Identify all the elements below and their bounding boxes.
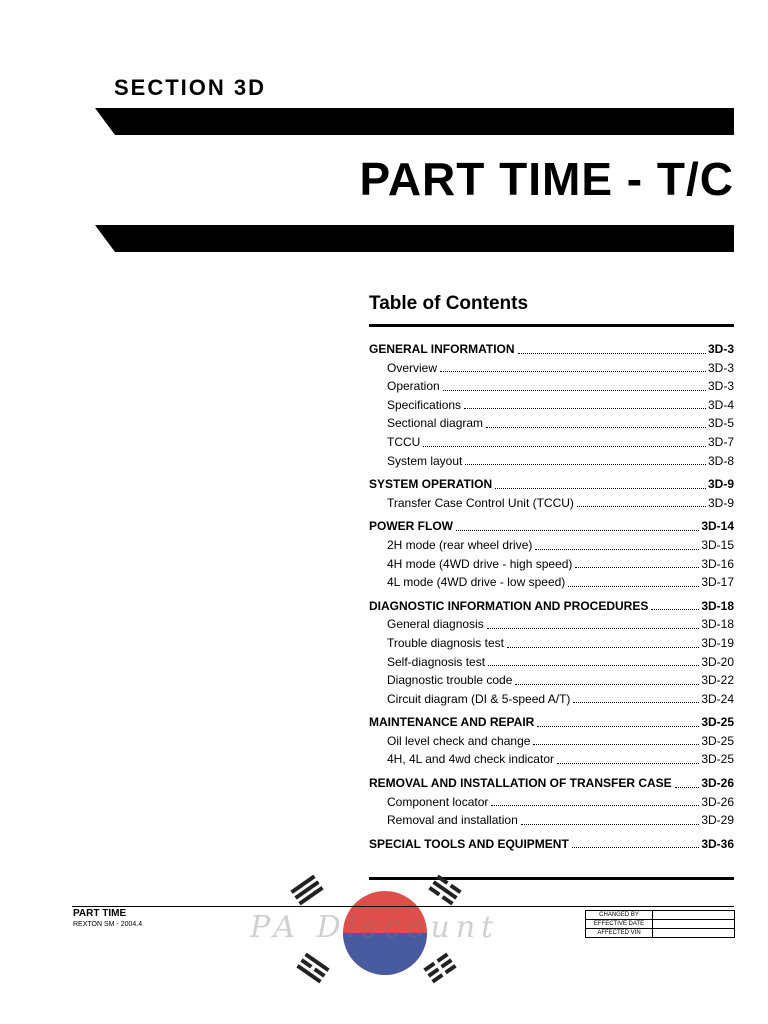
toc-section-entry <box>369 774 734 793</box>
toc-entry-page: 3D-25 <box>701 733 734 748</box>
header-band-top <box>95 108 734 135</box>
toc-entry-page: 3D-9 <box>707 495 734 510</box>
toc-entry-label: Circuit diagram (DI & 5-speed A/T) <box>387 691 571 706</box>
toc-leader-dots <box>495 488 706 489</box>
toc-subsection-entry <box>369 732 734 751</box>
toc-entry-label: DIAGNOSTIC INFORMATION AND PROCEDURES <box>369 598 649 613</box>
toc-entry-label: Specifications <box>387 397 462 412</box>
toc-leader-dots <box>533 744 699 745</box>
toc-entry-label: Component locator <box>387 794 489 809</box>
toc-entry-label: POWER FLOW <box>369 519 453 534</box>
toc-entry-label: System layout <box>387 453 463 468</box>
toc-subsection-entry <box>369 396 734 415</box>
toc-subsection-entry <box>369 750 734 769</box>
changed-by-value <box>653 911 735 920</box>
toc-entry-page: 3D-25 <box>701 752 734 767</box>
toc-leader-dots <box>515 684 699 685</box>
toc-leader-dots <box>518 353 706 354</box>
toc-leader-dots <box>537 726 699 727</box>
toc-subsection-entry <box>369 653 734 672</box>
toc-subsection-entry <box>369 634 734 653</box>
toc-entry-label: SYSTEM OPERATION <box>369 477 493 492</box>
toc-entry-label: Sectional diagram <box>387 416 484 431</box>
toc-entry-page: 3D-17 <box>701 575 734 590</box>
toc-section-entry <box>369 597 734 616</box>
toc-subsection-entry <box>369 414 734 433</box>
toc-entry-label: Trouble diagnosis test <box>387 635 504 650</box>
revision-info-table <box>585 910 735 938</box>
toc-entry-label: GENERAL INFORMATION <box>369 342 515 356</box>
toc-entry-label: MAINTENANCE AND REPAIR <box>369 715 535 730</box>
toc-entry-page: 3D-22 <box>701 673 734 688</box>
toc-section-entry <box>369 475 734 494</box>
toc-subsection-entry <box>369 573 734 592</box>
toc-subsection-entry <box>369 793 734 812</box>
toc-entry-label: Transfer Case Control Unit (TCCU) <box>387 495 574 510</box>
toc-subsection-entry <box>369 615 734 634</box>
toc-entry-page: 3D-18 <box>701 617 734 632</box>
toc-entry-label: Self-diagnosis test <box>387 654 486 669</box>
toc-entry-label: 4H mode (4WD drive - high speed) <box>387 556 573 571</box>
toc-entry-label: General diagnosis <box>387 617 484 632</box>
toc-entry-page: 3D-7 <box>707 434 734 449</box>
toc-leader-dots <box>443 390 706 391</box>
toc-entry-label: 4L mode (4WD drive - low speed) <box>387 575 566 590</box>
toc-entry-label: TCCU <box>387 434 421 449</box>
toc-leader-dots <box>573 702 699 703</box>
toc-entry-label: Overview <box>387 360 438 375</box>
toc-entry-page: 3D-5 <box>707 416 734 431</box>
header-band-bottom <box>95 225 734 252</box>
toc-entry-page: 3D-3 <box>707 342 734 356</box>
toc-leader-dots <box>507 647 699 648</box>
effective-date-value <box>653 920 735 929</box>
toc-heading: Table of Contents <box>369 293 529 314</box>
toc-leader-dots <box>423 446 706 447</box>
toc-entry-page: 3D-4 <box>707 397 734 412</box>
toc-entry-label: SPECIAL TOOLS AND EQUIPMENT <box>369 836 569 851</box>
toc-entry-page: 3D-14 <box>701 519 734 534</box>
toc-entry-page: 3D-18 <box>701 598 734 613</box>
toc-leader-dots <box>488 665 699 666</box>
toc-leader-dots <box>572 847 700 848</box>
toc-leader-dots <box>521 824 700 825</box>
toc-entry-page: 3D-9 <box>707 477 734 492</box>
toc-leader-dots <box>568 586 699 587</box>
affected-vin-value <box>653 929 735 938</box>
table-of-contents <box>369 340 734 853</box>
toc-leader-dots <box>456 530 699 531</box>
toc-leader-dots <box>535 549 699 550</box>
toc-leader-dots <box>575 567 699 568</box>
toc-entry-page: 3D-36 <box>701 836 734 851</box>
toc-leader-dots <box>651 609 699 610</box>
toc-subsection-entry <box>369 452 734 471</box>
toc-entry-page: 3D-29 <box>701 813 734 828</box>
toc-entry-label: Operation <box>387 379 440 394</box>
toc-entry-page: 3D-26 <box>701 776 734 791</box>
toc-subsection-entry <box>369 377 734 396</box>
toc-subsection-entry <box>369 555 734 574</box>
toc-leader-dots <box>557 763 699 764</box>
toc-subsection-entry <box>369 671 734 690</box>
toc-leader-dots <box>486 427 706 428</box>
toc-leader-dots <box>487 628 700 629</box>
changed-by-label: CHANGED BY <box>586 911 653 920</box>
toc-section-entry <box>369 835 734 854</box>
toc-entry-label: Oil level check and change <box>387 733 531 748</box>
watermark-text: PA Discount <box>250 910 500 945</box>
toc-subsection-entry <box>369 433 734 452</box>
toc-entry-page: 3D-8 <box>707 453 734 468</box>
toc-section-entry <box>369 340 734 359</box>
toc-entry-page: 3D-25 <box>701 715 734 730</box>
toc-entry-page: 3D-16 <box>701 556 734 571</box>
toc-entry-label: 2H mode (rear wheel drive) <box>387 537 533 552</box>
toc-leader-dots <box>440 371 706 372</box>
toc-entry-page: 3D-24 <box>701 691 734 706</box>
toc-subsection-entry <box>369 811 734 830</box>
page-title: PART TIME - T/C <box>359 153 734 205</box>
toc-entry-label: Diagnostic trouble code <box>387 673 513 688</box>
toc-entry-page: 3D-15 <box>701 537 734 552</box>
toc-entry-label: 4H, 4L and 4wd check indicator <box>387 752 554 767</box>
toc-subsection-entry <box>369 536 734 555</box>
toc-leader-dots <box>675 787 700 788</box>
toc-top-rule <box>369 324 734 327</box>
toc-section-entry <box>369 517 734 536</box>
toc-entry-page: 3D-3 <box>707 360 734 375</box>
toc-section-entry <box>369 713 734 732</box>
toc-subsection-entry <box>369 690 734 709</box>
toc-entry-page: 3D-3 <box>707 379 734 394</box>
effective-date-label: EFFECTIVE DATE <box>586 920 653 929</box>
toc-entry-page: 3D-20 <box>701 654 734 669</box>
toc-leader-dots <box>577 506 706 507</box>
footer-subtitle: REXTON SM - 2004.4 <box>73 921 143 928</box>
toc-entry-page: 3D-26 <box>701 794 734 809</box>
toc-subsection-entry <box>369 359 734 378</box>
toc-leader-dots <box>465 464 706 465</box>
footer-title: PART TIME <box>73 908 127 919</box>
toc-entry-label: REMOVAL AND INSTALLATION OF TRANSFER CASE <box>369 776 672 791</box>
toc-entry-label: Removal and installation <box>387 813 518 828</box>
toc-leader-dots <box>464 408 706 409</box>
toc-leader-dots <box>491 805 699 806</box>
toc-subsection-entry <box>369 494 734 513</box>
toc-entry-page: 3D-19 <box>701 635 734 650</box>
section-label: SECTION 3D <box>114 75 267 100</box>
affected-vin-label: AFFECTED VIN <box>586 929 653 938</box>
footer-rule <box>72 906 734 907</box>
